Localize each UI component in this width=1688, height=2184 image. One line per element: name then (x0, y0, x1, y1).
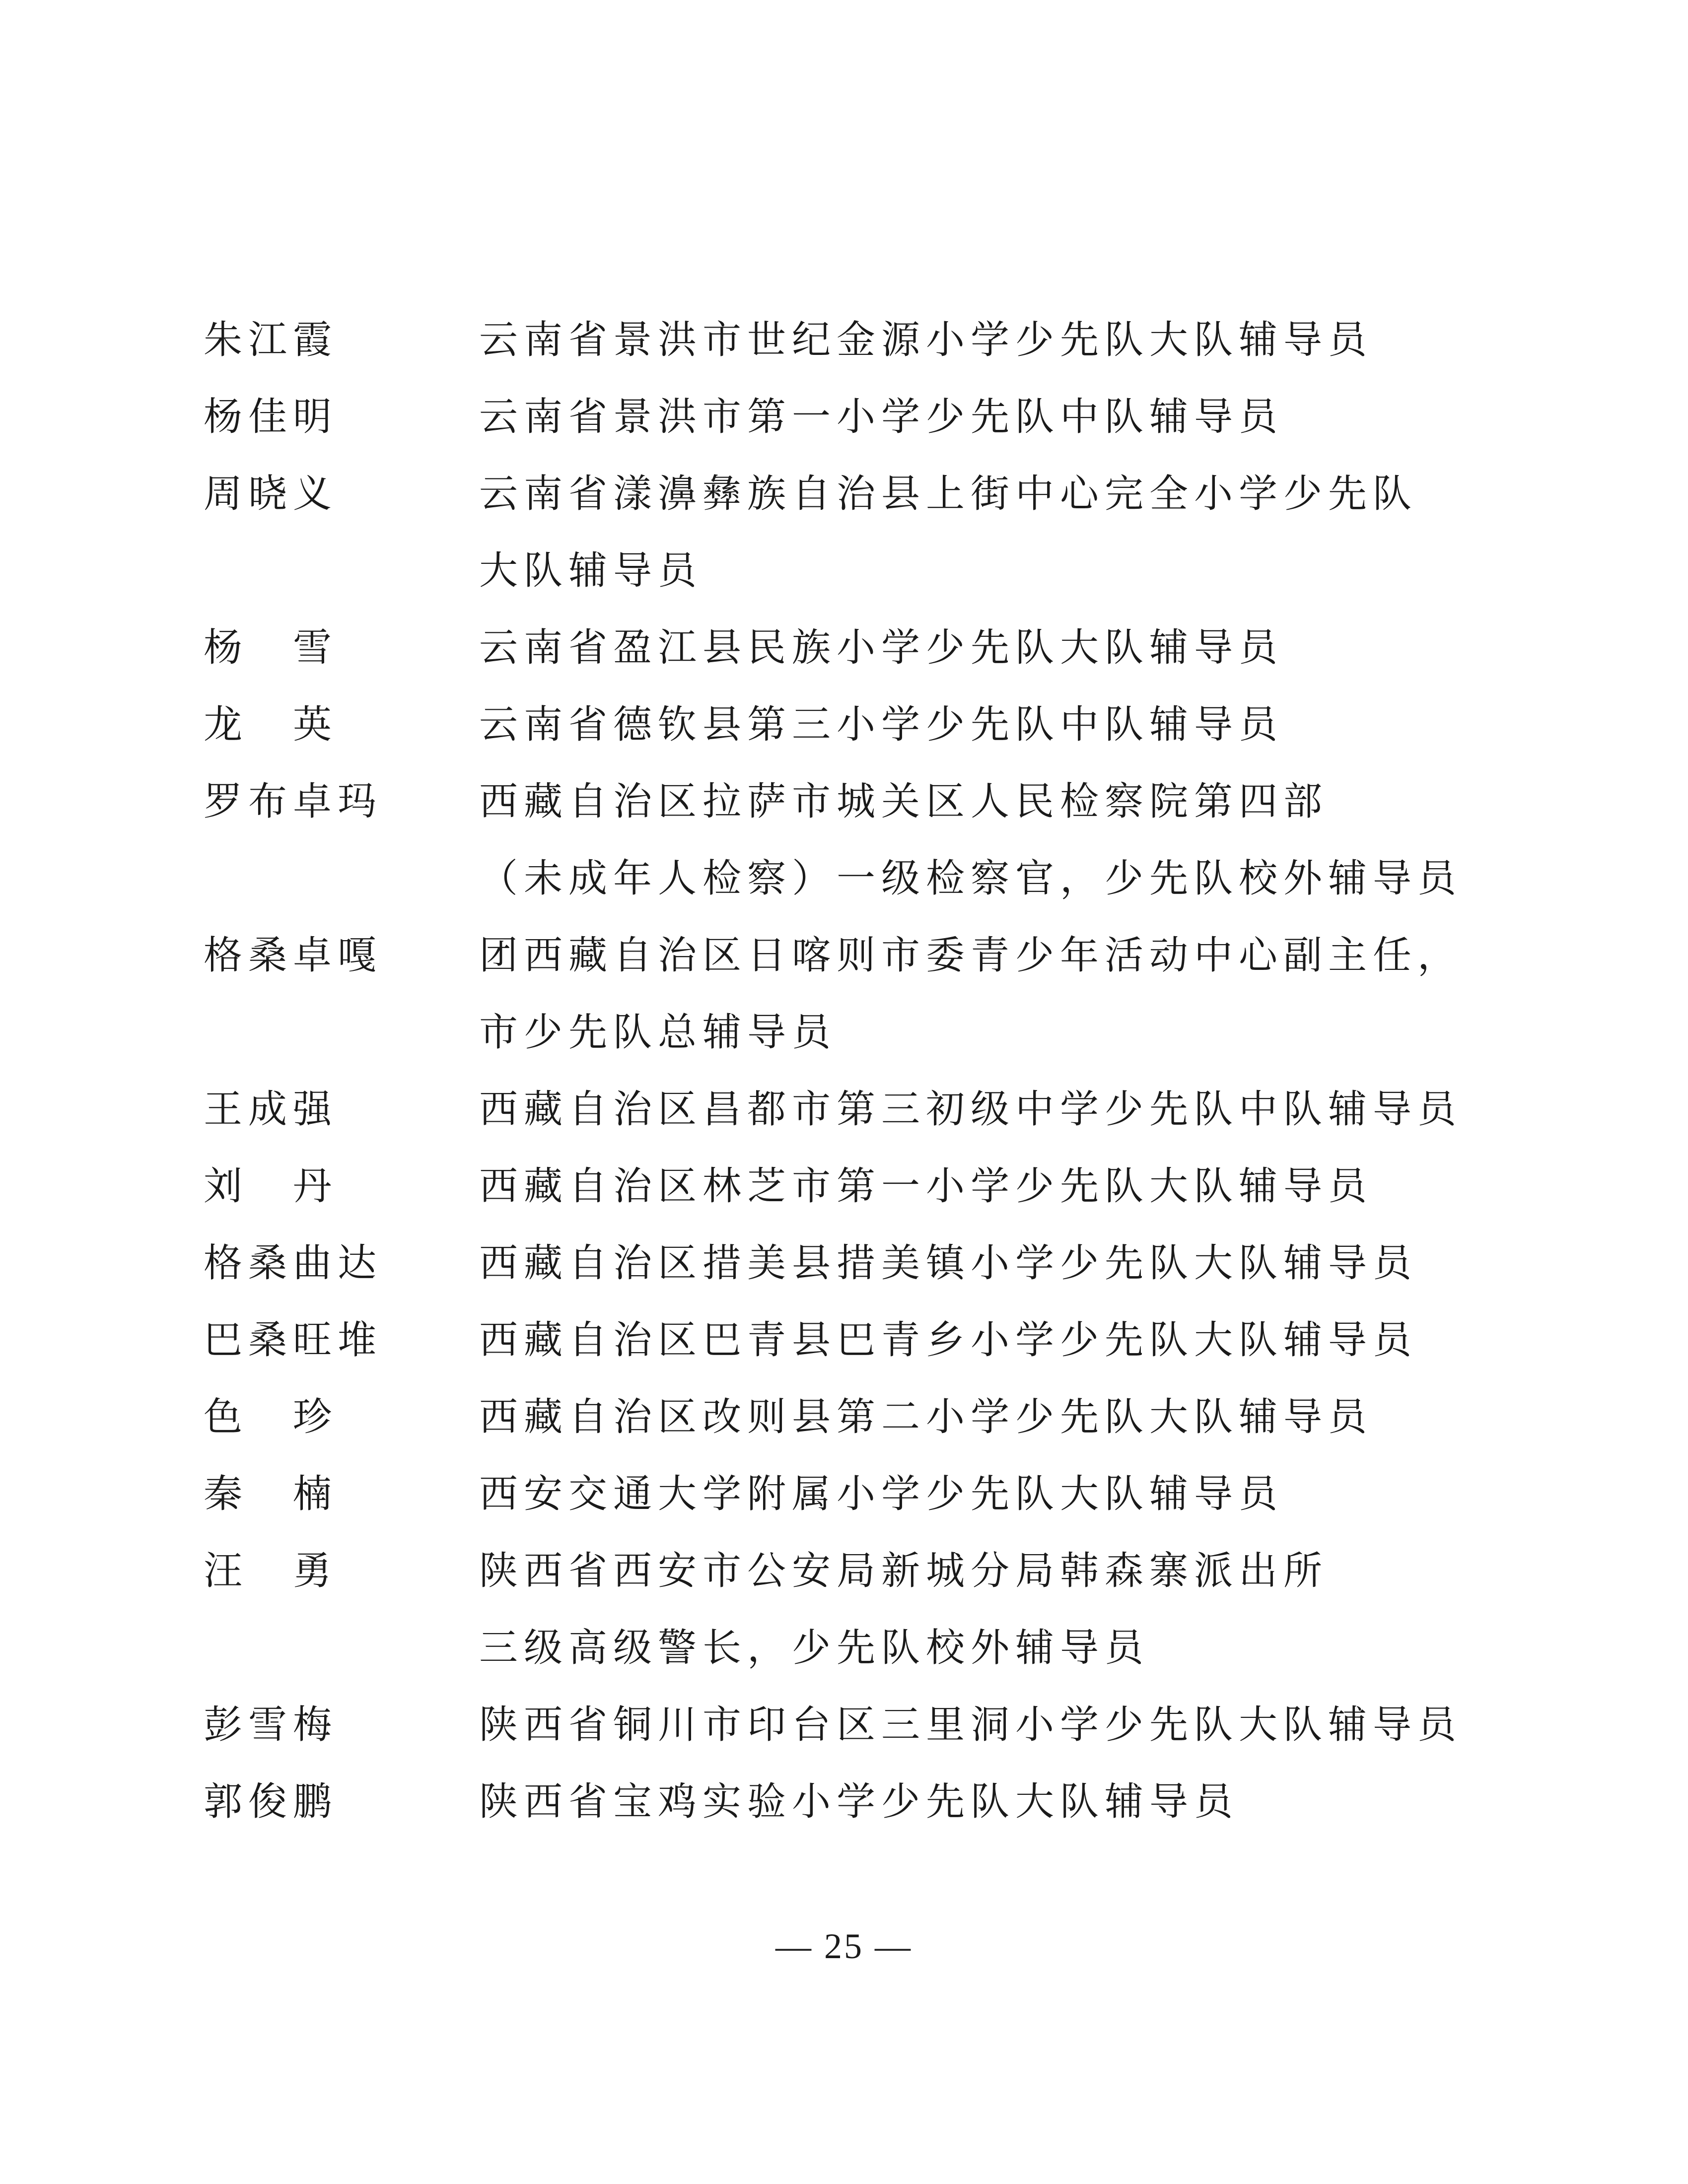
position-description: 云南省盈江县民族小学少先队大队辅导员 (479, 625, 1284, 670)
position-description: 云南省德钦县第三小学少先队中队辅导员 (479, 702, 1284, 747)
position-description: 市少先队总辅导员 (479, 1010, 837, 1055)
person-name: 王成强 (204, 1087, 338, 1132)
entry-row (204, 1375, 1494, 1452)
position-description: 西藏自治区林芝市第一小学少先队大队辅导员 (479, 1163, 1373, 1209)
entry-row (204, 1760, 1494, 1837)
person-name: 格桑曲达 (204, 1240, 383, 1286)
page-number: — 25 — (775, 1926, 913, 1966)
position-description: 陕西省西安市公安局新城分局韩森寨派出所 (479, 1548, 1329, 1593)
person-name: 色 珍 (204, 1394, 338, 1439)
person-name: 刘 丹 (204, 1163, 338, 1209)
person-name: 秦 楠 (204, 1471, 338, 1516)
person-name: 杨 雪 (204, 625, 338, 670)
entry-row (204, 913, 1494, 990)
person-name: 彭雪梅 (204, 1702, 338, 1747)
person-name: 罗布卓玛 (204, 779, 383, 824)
entry-row (204, 682, 1494, 759)
person-name: 格桑卓嘎 (204, 933, 383, 978)
entry-row (204, 606, 1494, 682)
person-name: 汪 勇 (204, 1548, 338, 1593)
position-description: 大队辅导员 (479, 548, 703, 593)
person-name: 杨佳明 (204, 394, 338, 439)
entry-continuation-row (204, 836, 1494, 913)
entry-row (204, 375, 1494, 452)
position-description: 西藏自治区措美县措美镇小学少先队大队辅导员 (479, 1240, 1418, 1286)
entry-row (204, 1067, 1494, 1144)
entry-row (204, 759, 1494, 836)
position-description: 陕西省宝鸡实验小学少先队大队辅导员 (479, 1779, 1239, 1824)
person-name: 朱江霞 (204, 317, 338, 362)
position-description: 西藏自治区改则县第二小学少先队大队辅导员 (479, 1394, 1373, 1439)
entry-continuation-row (204, 529, 1494, 606)
position-description: 云南省景洪市世纪金源小学少先队大队辅导员 (479, 317, 1373, 362)
person-name: 周晓义 (204, 471, 338, 516)
position-description: （未成年人检察）一级检察官，少先队校外辅导员 (479, 856, 1463, 901)
position-description: 陕西省铜川市印台区三里洞小学少先队大队辅导员 (479, 1702, 1463, 1747)
position-description: 西藏自治区昌都市第三初级中学少先队中队辅导员 (479, 1087, 1463, 1132)
entry-row (204, 1221, 1494, 1298)
position-description: 三级高级警长，少先队校外辅导员 (479, 1625, 1150, 1670)
position-description: 云南省漾濞彝族自治县上街中心完全小学少先队 (479, 471, 1418, 516)
position-description: 西藏自治区巴青县巴青乡小学少先队大队辅导员 (479, 1317, 1418, 1363)
position-description: 西藏自治区拉萨市城关区人民检察院第四部 (479, 779, 1329, 824)
person-name: 龙 英 (204, 702, 338, 747)
position-description: 团西藏自治区日喀则市委青少年活动中心副主任， (479, 933, 1463, 978)
entry-continuation-row (204, 990, 1494, 1067)
person-name: 巴桑旺堆 (204, 1317, 383, 1363)
entry-row (204, 298, 1494, 375)
position-description: 云南省景洪市第一小学少先队中队辅导员 (479, 394, 1284, 439)
person-name: 郭俊鹏 (204, 1779, 338, 1824)
entry-row (204, 1298, 1494, 1375)
entry-row (204, 1683, 1494, 1760)
honoree-list (204, 298, 1494, 1837)
entry-row (204, 1452, 1494, 1529)
entry-row (204, 452, 1494, 529)
position-description: 西安交通大学附属小学少先队大队辅导员 (479, 1471, 1284, 1516)
entry-row (204, 1144, 1494, 1221)
entry-continuation-row (204, 1606, 1494, 1683)
entry-row (204, 1529, 1494, 1606)
